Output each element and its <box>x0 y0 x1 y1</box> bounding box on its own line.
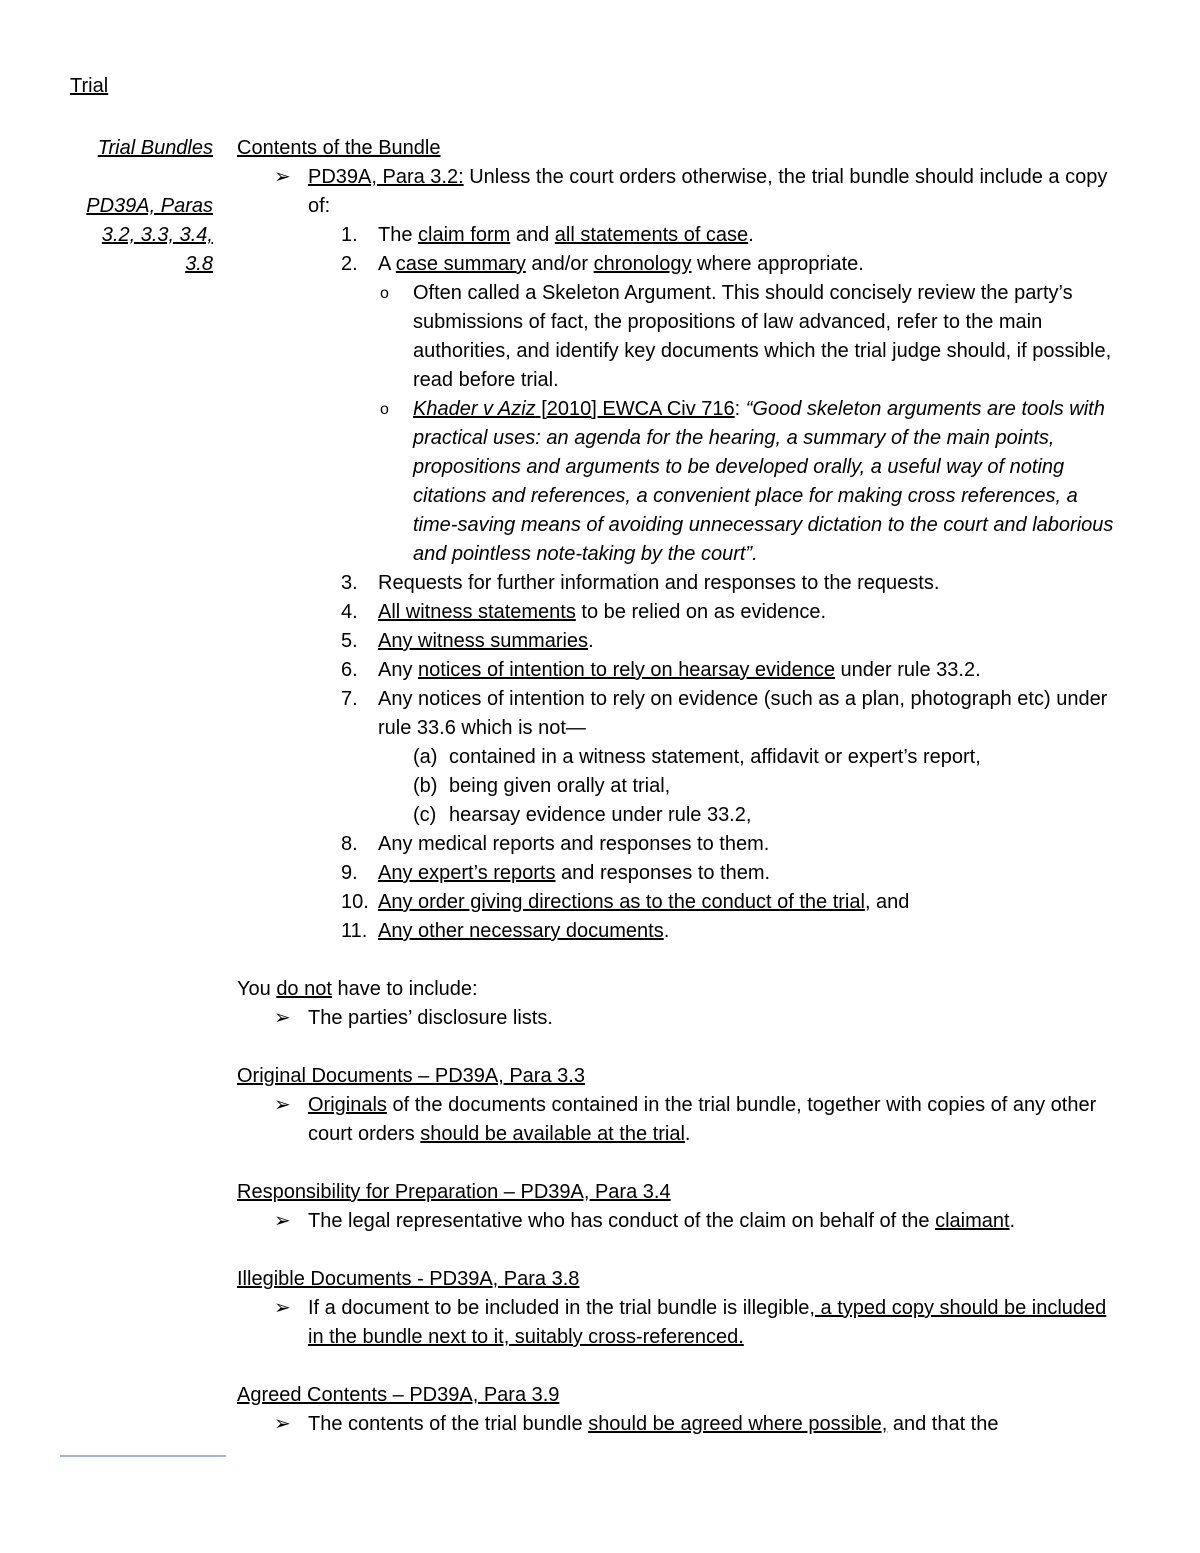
list-item: 5. Any witness summaries. <box>341 630 594 652</box>
list-item: 9. Any expert’s reports and responses to them. <box>341 862 771 884</box>
margin-ref-line3: 3.8 <box>185 253 213 275</box>
list-item: 11. Any other necessary documents. <box>341 920 670 942</box>
arrow-bullet-icon: ➢ <box>274 166 291 188</box>
bullet-item: ➢ The contents of the trial bundle should be agreed where possible, and that the <box>237 1410 1117 1439</box>
sub-bullet-item: o Often called a Skeleton Argument. This should concisely review the party’s submissions of fact, the propositions of law advanced, refer to the main authorities, and identify key documents which the trial judge should, if possible, read before trial. <box>237 279 1117 395</box>
list-item: 10. Any order giving directions as to the conduct of the trial, and <box>341 891 910 913</box>
contents-heading: Contents of the Bundle <box>237 137 441 159</box>
originals-heading: Original Documents – PD39A, Para 3.3 <box>237 1065 585 1087</box>
list-item: 2. A case summary and/or chronology where appropriate. <box>341 253 864 275</box>
margin-heading: Trial Bundles <box>97 137 213 159</box>
margin-note <box>60 134 213 279</box>
list-item: 3. Requests for further information and responses to the requests. <box>341 572 940 594</box>
bullet-item: ➢ The parties’ disclosure lists. <box>237 1004 1117 1033</box>
sub-list-item: (b) being given orally at trial, <box>413 775 671 797</box>
circle-bullet-icon: o <box>380 285 389 302</box>
bullet-item: ➢ The legal representative who has conduct of the claim on behalf of the claimant. <box>237 1207 1117 1236</box>
list-item: 4. All witness statements to be relied on as evidence. <box>341 601 827 623</box>
margin-ref-line1: PD39A, Paras <box>86 195 213 217</box>
document-title: Trial <box>70 75 109 97</box>
sub-list-item: (a) contained in a witness statement, affidavit or expert’s report, <box>413 746 981 768</box>
sub-list-item: (c) hearsay evidence under rule 33.2, <box>413 804 752 826</box>
footnote-separator <box>60 1455 226 1457</box>
responsibility-heading: Responsibility for Preparation – PD39A, Para 3.4 <box>237 1181 671 1203</box>
list-item: 8. Any medical reports and responses to them. <box>341 833 770 855</box>
list-item: 7. Any notices of intention to rely on evidence (such as a plan, photograph etc) under rule 33.6 which is not— <box>341 688 1108 739</box>
bullet-item: ➢ If a document to be included in the trial bundle is illegible, a typed copy should be included in the bundle next to it, suitably cross-referenced. <box>237 1294 1117 1352</box>
arrow-bullet-icon: ➢ <box>274 1297 291 1319</box>
circle-bullet-icon: o <box>380 401 389 418</box>
main-content <box>237 134 1117 1439</box>
arrow-bullet-icon: ➢ <box>274 1094 291 1116</box>
sub-bullet-item: o Khader v Aziz [2010] EWCA Civ 716: “Good skeleton arguments are tools with practical uses: an agenda for the hearing, a summary of the main points, propositions and arguments to be developed orally, a useful way of noting citations and references, a convenient place for making cross references, a time-saving means of avoiding unnecessary dictation to the court and laborious and pointless note-taking by the court”. <box>237 395 1117 569</box>
arrow-bullet-icon: ➢ <box>274 1210 291 1232</box>
list-item: 1. The claim form and all statements of case. <box>341 224 754 246</box>
list-item: 6. Any notices of intention to rely on hearsay evidence under rule 33.2. <box>341 659 981 681</box>
arrow-bullet-icon: ➢ <box>274 1007 291 1029</box>
bullet-item: ➢ Originals of the documents contained in the trial bundle, together with copies of any other court orders should be available at the trial. <box>237 1091 1117 1149</box>
illegible-heading: Illegible Documents - PD39A, Para 3.8 <box>237 1268 580 1290</box>
bullet-item: ➢ PD39A, Para 3.2: Unless the court orders otherwise, the trial bundle should include a copy of: <box>237 163 1117 221</box>
agreed-heading: Agreed Contents – PD39A, Para 3.9 <box>237 1384 560 1406</box>
margin-ref-line2: 3.2, 3.3, 3.4, <box>101 224 213 246</box>
not-include-line: You do not have to include: <box>237 978 478 1000</box>
arrow-bullet-icon: ➢ <box>274 1413 291 1435</box>
